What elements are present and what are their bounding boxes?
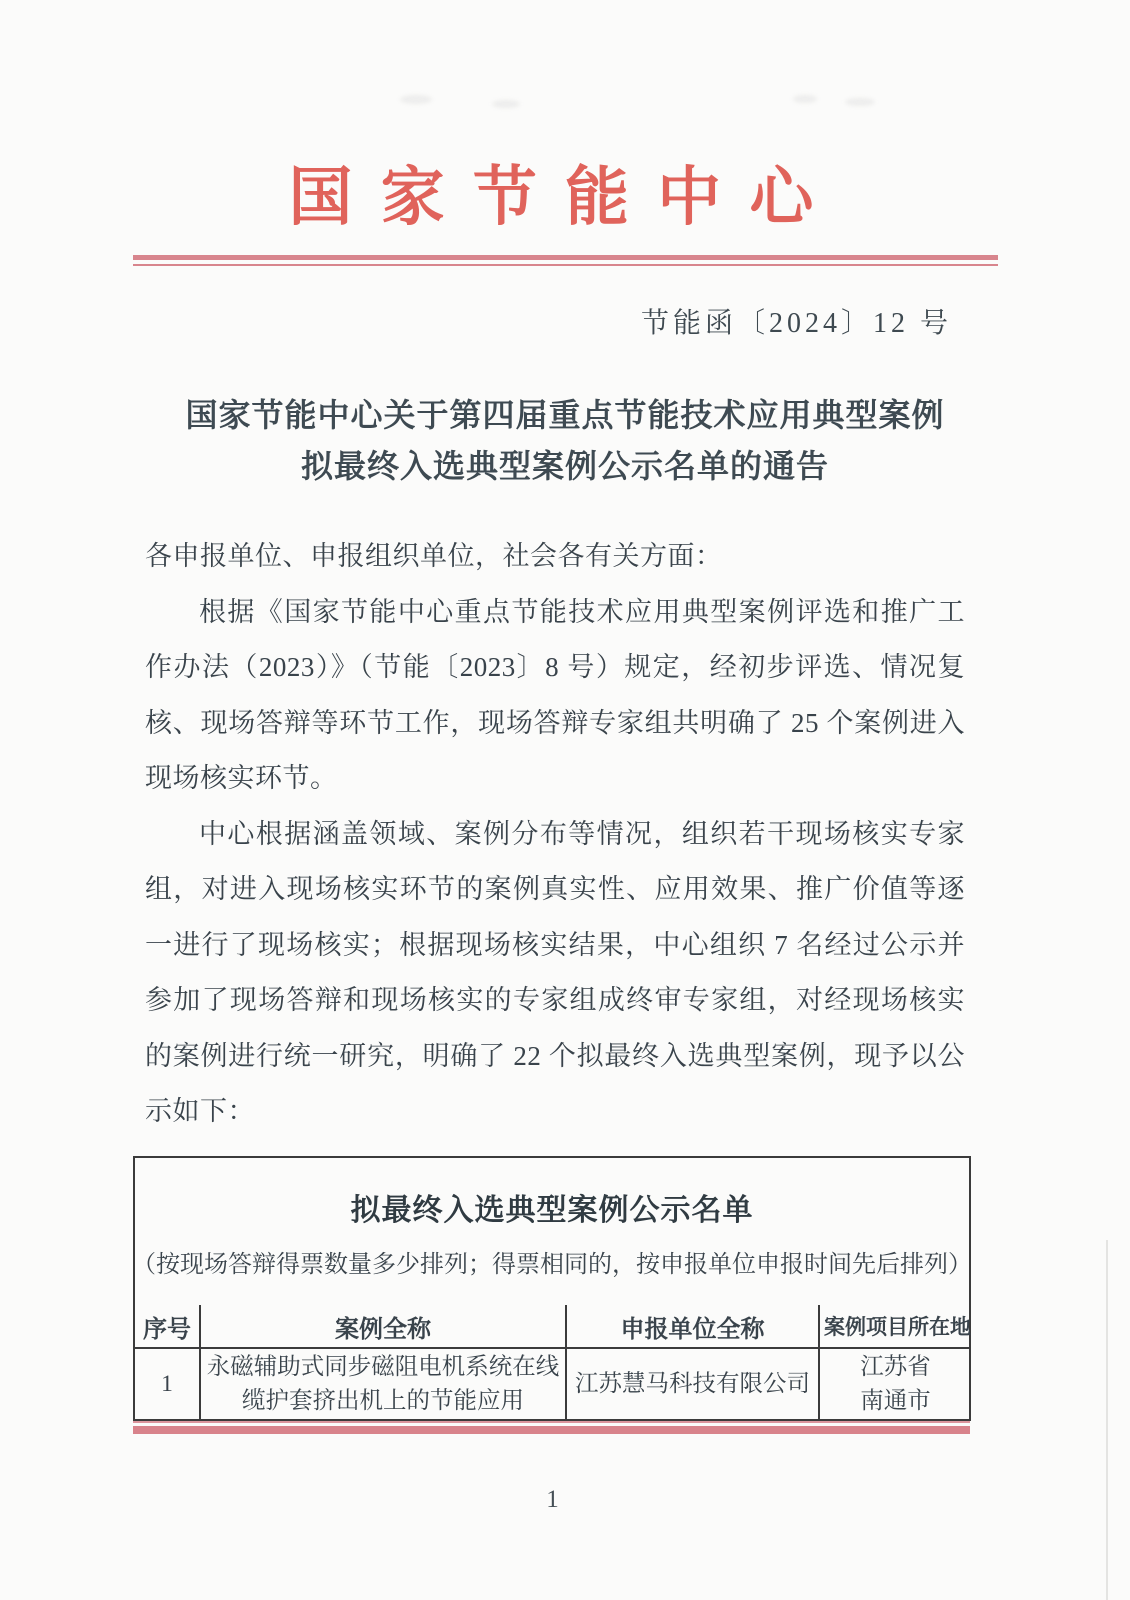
footer-divider-thick <box>133 1426 970 1434</box>
letterhead-divider-thin <box>133 264 998 266</box>
table-title: 拟最终入选典型案例公示名单 <box>350 1193 754 1227</box>
document-title <box>0 390 1130 492</box>
table-header-row <box>135 1305 971 1348</box>
letterhead-org-name: 国家节能中心 <box>288 162 842 233</box>
letterhead-divider-thick <box>133 255 998 260</box>
table-sort-note: （按现场答辩得票数量多少排列；得票相同的，按申报单位申报时间先后排列） <box>132 1251 972 1278</box>
scan-smudge <box>793 95 817 103</box>
cell-case-name: 永磁辅助式同步磁阻电机系统在线缆护套挤出机上的节能应用 <box>200 1348 566 1419</box>
column-header-location: 案例项目所在地 <box>819 1305 971 1348</box>
scan-smudge <box>492 100 520 108</box>
cell-location-province: 江苏省 <box>860 1354 931 1380</box>
table-caption-block <box>132 1158 972 1305</box>
body-paragraph: 根据《国家节能中心重点节能技术应用典型案例评选和推广工作办法（2023）》（节能〔2023〕8 号）规定，经初步评选、情况复核、现场答辩等环节工作，现场答辩专家组共明确了 25 个案例进入现场核实环节。 <box>145 596 965 793</box>
column-header-case-name: 案例全称 <box>200 1305 566 1348</box>
body-paragraph: 中心根据涵盖领域、案例分布等情况，组织若干现场核实专家组，对进入现场核实环节的案例真实性、应用效果、推广价值等逐一进行了现场核实；根据现场核实结果，中心组织 7 名经过公示并参加了现场答辩和现场核实的专家组成终审专家组，对经现场核实的案例进行统一研究，明确了 22 个拟最终入选典型案例，现予以公示如下： <box>145 818 965 1126</box>
paper-edge-line <box>1106 1240 1108 1600</box>
column-header-no: 序号 <box>135 1305 200 1348</box>
footer-divider-thin <box>133 1421 970 1423</box>
cell-location-city: 南通市 <box>860 1388 931 1414</box>
cell-row-number: 1 <box>135 1348 200 1419</box>
document-title-line1: 国家节能中心关于第四届重点节能技术应用典型案例 <box>185 397 945 433</box>
column-header-applicant: 申报单位全称 <box>566 1305 819 1348</box>
scan-smudge <box>400 95 432 104</box>
salutation-line: 各申报单位、申报组织单位，社会各有关方面： <box>145 541 723 571</box>
publicity-list-table <box>133 1156 971 1421</box>
document-title-line2: 拟最终入选典型案例公示名单的通告 <box>300 448 829 484</box>
cell-applicant: 江苏慧马科技有限公司 <box>566 1348 819 1419</box>
page-number: 1 <box>546 1486 559 1513</box>
cases-table <box>135 1305 971 1419</box>
document-body <box>145 529 965 1140</box>
table-row <box>135 1348 971 1419</box>
cell-location <box>819 1348 971 1419</box>
scan-smudge <box>845 98 875 106</box>
document-number: 节能函〔2024〕12 号 <box>640 308 952 339</box>
